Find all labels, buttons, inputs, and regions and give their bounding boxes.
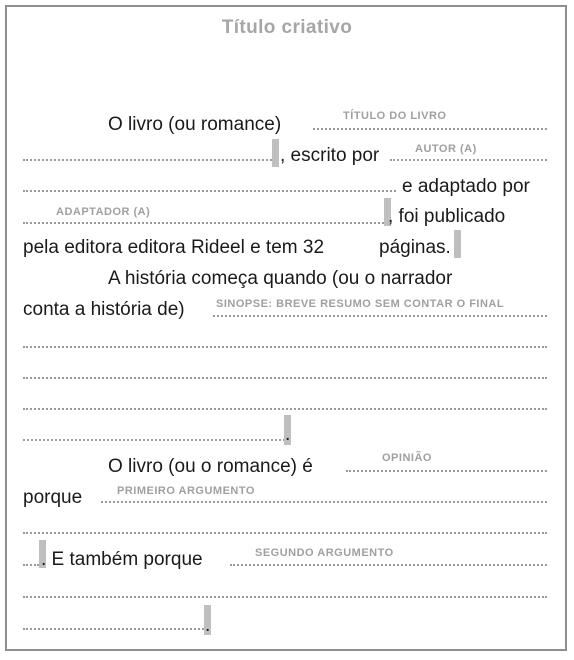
- text-also-because: . E também porque: [41, 549, 203, 570]
- blank-book-title[interactable]: [313, 128, 547, 130]
- text-because: porque: [23, 487, 83, 508]
- blank-second-argument-line[interactable]: [23, 596, 547, 598]
- text-opinion-intro: O livro (ou o romance) é: [108, 456, 313, 477]
- text-adapted-by: e adaptado por: [402, 176, 530, 197]
- blank-synopsis-line[interactable]: [23, 377, 547, 379]
- text-written-by: , escrito por: [280, 145, 380, 166]
- text-story-begins: A história começa quando (ou o narrador: [108, 268, 453, 289]
- text-pages: páginas.: [379, 237, 451, 258]
- blank-opinion[interactable]: [346, 470, 547, 472]
- page-title: Título criativo: [221, 17, 353, 38]
- blank-book-title-cont[interactable]: [23, 159, 272, 161]
- blank-second-argument[interactable]: [230, 564, 547, 566]
- period-mark: .: [285, 424, 291, 445]
- text-publisher-pages: pela editora editora Rideel e tem 32: [23, 237, 325, 258]
- label-first-argument: PRIMEIRO ARGUMENTO: [117, 485, 255, 497]
- label-synopsis: SINOPSE: BREVE RESUMO SEM CONTAR O FINAL: [216, 298, 505, 310]
- blank-first-argument[interactable]: [101, 501, 547, 503]
- text-published: , foi publicado: [388, 206, 506, 227]
- blank-synopsis-line[interactable]: [23, 408, 547, 410]
- blank-synopsis-line[interactable]: [23, 439, 285, 441]
- label-second-argument: SEGUNDO ARGUMENTO: [255, 547, 394, 559]
- cursor-marker: [272, 139, 279, 167]
- label-author: AUTOR (A): [415, 143, 477, 155]
- blank-synopsis[interactable]: [213, 315, 547, 317]
- blank-first-argument-end[interactable]: [23, 564, 39, 566]
- text-book-intro: O livro (ou romance): [108, 114, 282, 135]
- blank-adapter[interactable]: [23, 222, 384, 224]
- blank-author[interactable]: [390, 159, 547, 161]
- cursor-marker: [454, 230, 461, 258]
- blank-second-argument-line[interactable]: [23, 628, 204, 630]
- blank-first-argument-line[interactable]: [23, 532, 547, 534]
- text-narrator: conta a história de): [23, 299, 185, 320]
- period-mark: .: [205, 615, 211, 636]
- label-book-title: TÍTULO DO LIVRO: [343, 110, 447, 122]
- label-adapter: ADAPTADOR (A): [56, 206, 151, 218]
- blank-synopsis-line[interactable]: [23, 346, 547, 348]
- label-opinion: OPINIÃO: [382, 452, 432, 464]
- blank-author-cont[interactable]: [23, 190, 396, 192]
